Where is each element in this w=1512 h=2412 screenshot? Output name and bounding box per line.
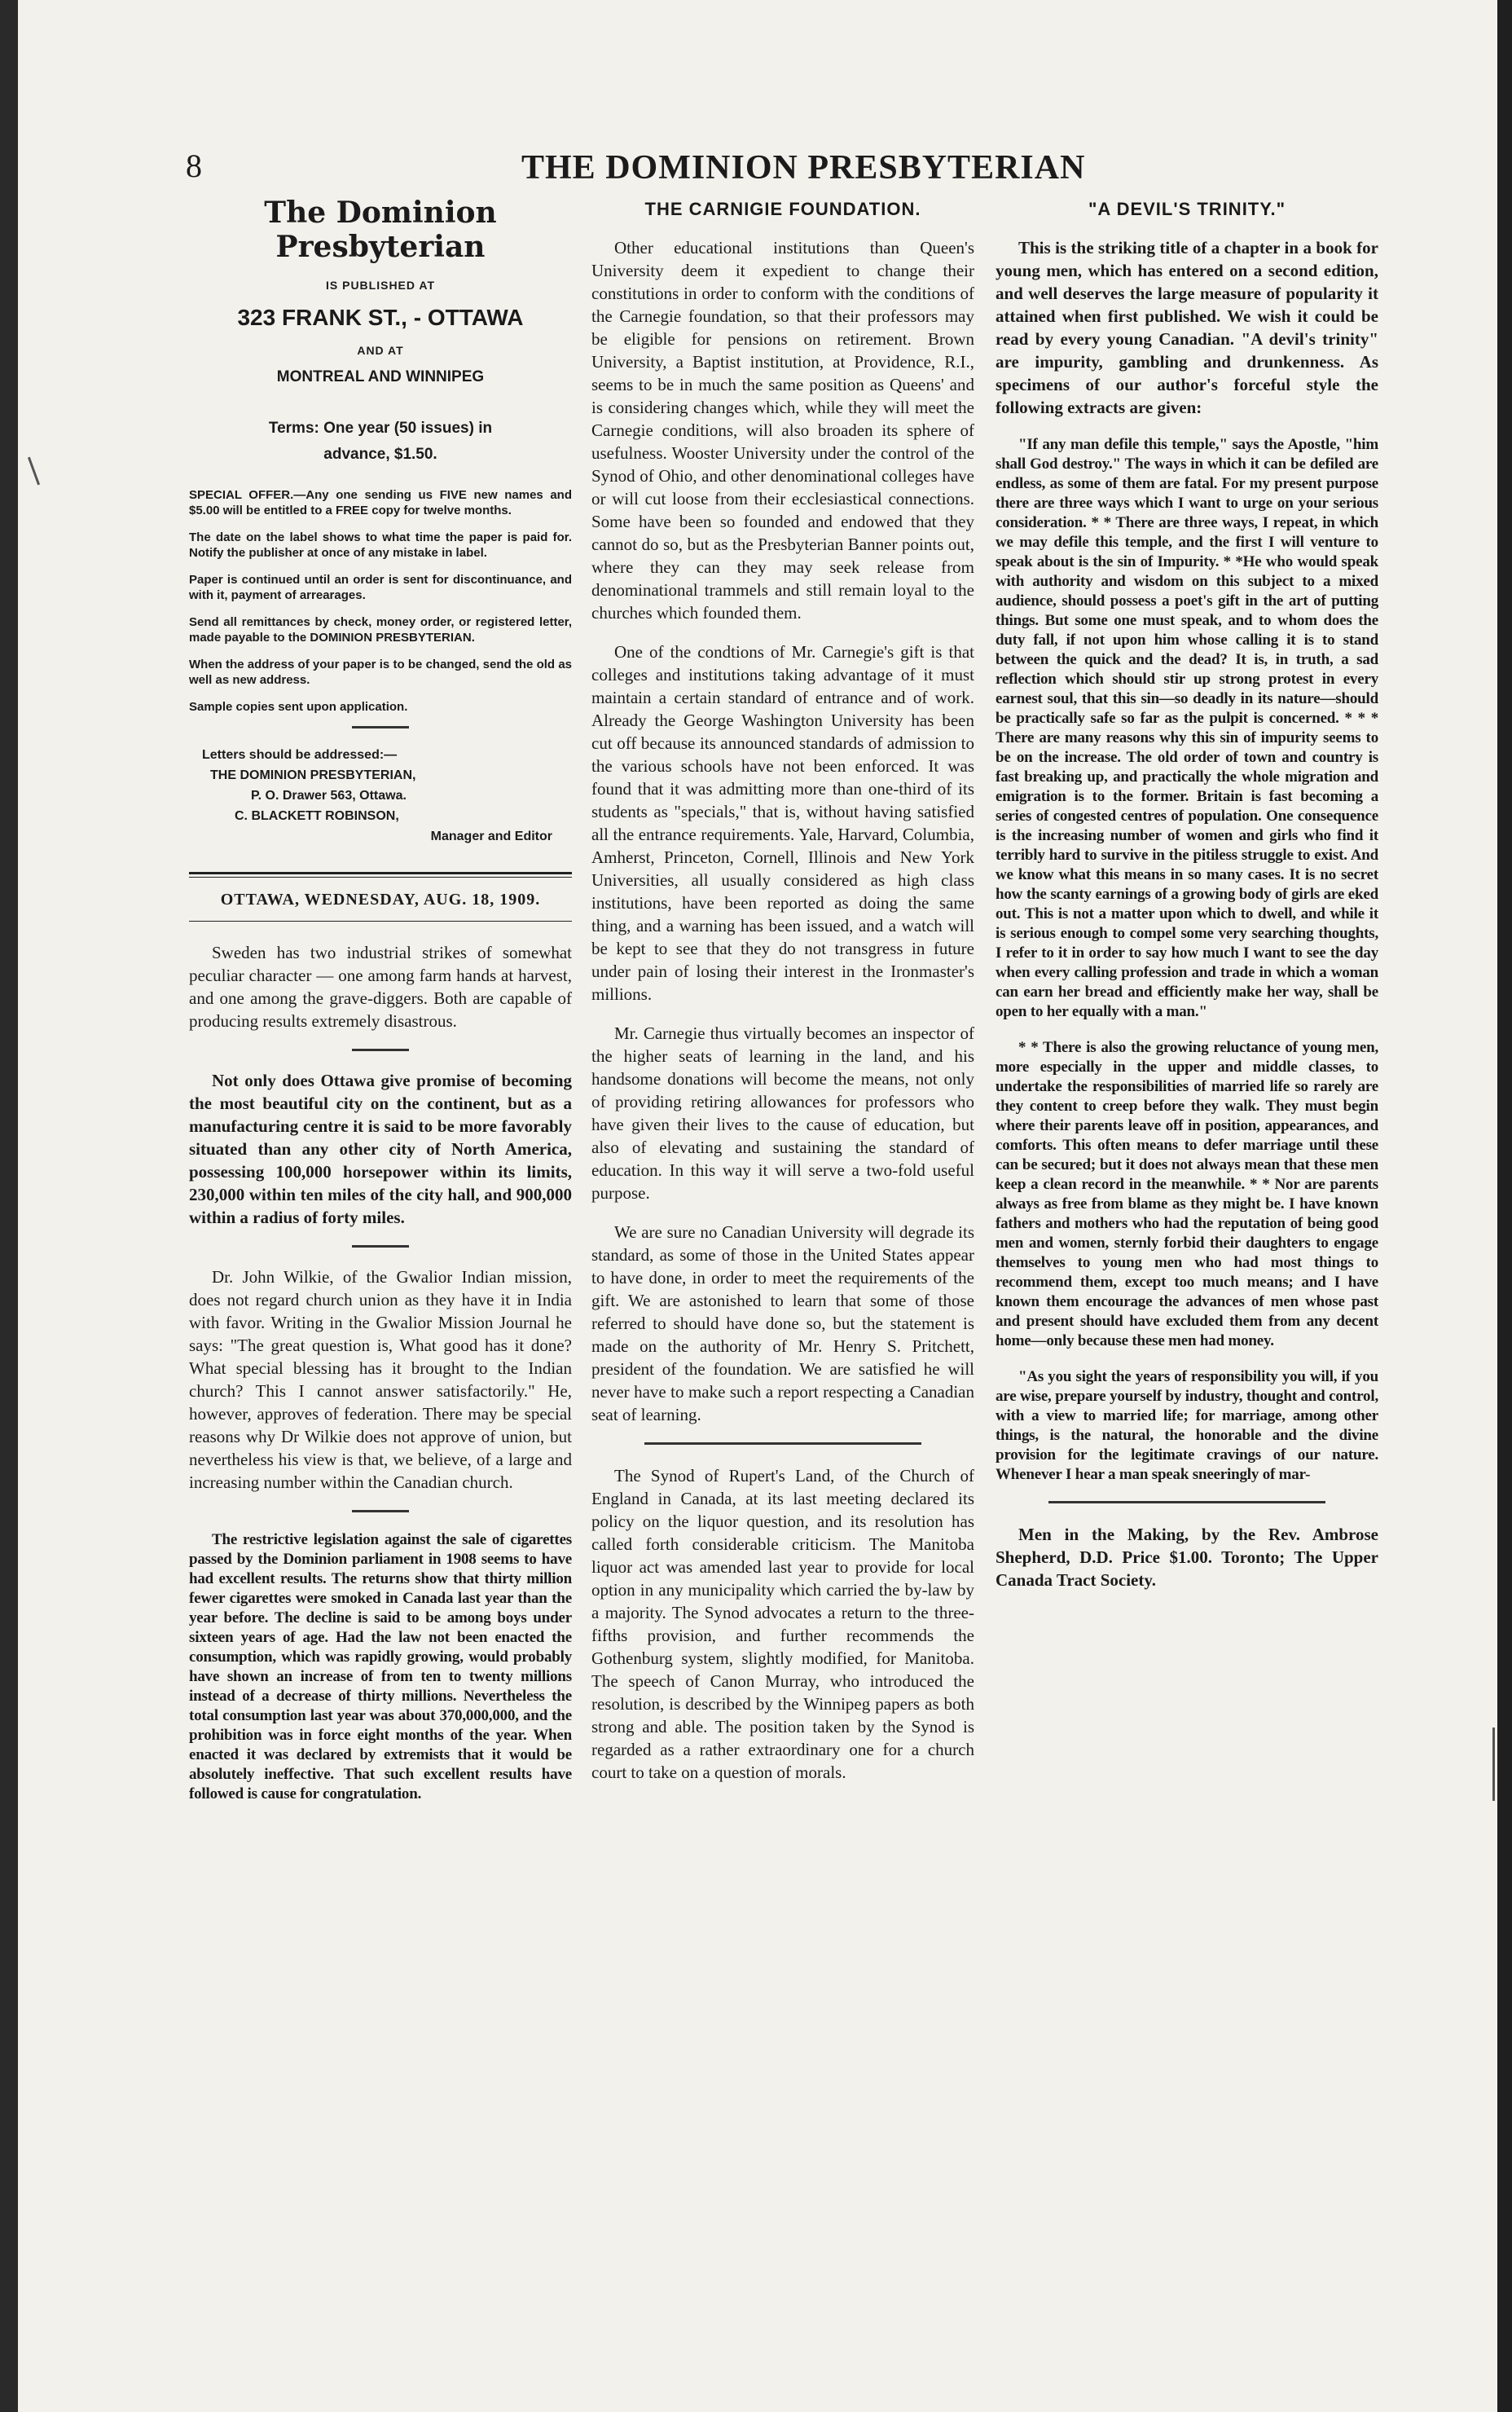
page-number: 8 bbox=[186, 147, 202, 184]
paragraph: Dr. John Wilkie, of the Gwalior Indian mission, does not regard church union as they have it in India with favor. Writing in the Gwalior Mission Journal he says: "The great question is, What good has it done? What special blessing has it brought to the Indian church? This I cannot answer satisfactorily." He, however, approves of federation. There may be special reasons why Dr Wilkie does not approve of union, but nevertheless his view is that, we believe, of a large and increasing number within the Canadian church. bbox=[189, 1267, 572, 1492]
notice: SPECIAL OFFER.—Any one sending us FIVE new names and $5.00 will be entitled to a FREE copy for twelve months. bbox=[189, 488, 572, 517]
divider bbox=[189, 872, 572, 878]
divider bbox=[189, 921, 572, 922]
masthead-title: The Dominion Presbyterian bbox=[264, 196, 497, 264]
letters-line: THE DOMINION PRESBYTERIAN, bbox=[210, 768, 416, 782]
paragraph: Not only does Ottawa give promise of becoming the most beautiful city on the continent, but as a manufacturing centre it is said to be more favorably situated than any other city of North America, possessing 100,000 horsepower within its limits, 230,000 within ten miles of the city hall, and 900,000 within a radius of forty miles. bbox=[189, 1071, 572, 1227]
paragraph: Mr. Carnegie thus virtually becomes an inspector of the higher seats of learning in the land, and his handsome donations will become the means, not only of providing retiring allowances for professors who have given their lives to the cause of education, but also of elevating and sustaining the standard of education. In this way it will serve a two-fold useful purpose. bbox=[591, 1023, 974, 1203]
paragraph: Other educational institutions than Queen's University deem it expedient to change their constitutions in order to conform with the conditions of the Carnegie foundation, so that their professors may be eligible for pensions on retirement. Brown University, a Baptist institution, at Providence, R.I., seems to be in much the same position as Queens' and is considering changes which, while they will meet the Carnegie conditions, will also broaden its sphere of usefulness. Wooster University under the control of the Synod of Ohio, and other denominational colleges have or will cut loose from their ecclesiastical connections. Some have been so founded and endowed that they cannot do so, but as the Presbyterian Banner points out, where they can they may seek release from denominational trammels and still remain loyal to the churches which founded them. bbox=[591, 238, 974, 623]
article-title: THE CARNIGIE FOUNDATION. bbox=[644, 199, 921, 219]
paragraph: The Synod of Rupert's Land, of the Church of England in Canada, at its last meeting declared its policy on the liquor question, and its resolution has called forth considerable criticism. The Manitoba liquor act was amended last year to provide for local option in any municipality which carried the by-law by a majority. The Synod advocates a return to the three-fifths provision, and further recommends the Gothenburg system, slightly modified, for Manitoba. The speech of Canon Murray, who introduced the resolution, is described by the Winnipeg papers as both strong and able. The position taken by the Synod is regarded as a rather extraordinary one for a church court to take on a question of morals. bbox=[591, 1466, 974, 1782]
running-head: THE DOMINION PRESBYTERIAN bbox=[521, 149, 1086, 187]
paragraph: "If any man defile this temple," says the Apostle, "him shall God destroy." The ways in which it can be defiled are endless, as some of them are fatal. For my present purpose there are three ways which I want to urge on your serious consideration. * * There are three ways, I repeat, in which we may defile this temple, and the first I will venture to speak about is the sin of Impurity. * *He who would speak with authority and wisdom on this subject to a mixed audience, should possess a poet's gift in the art of putting things. But some one must speak, and to whom does the duty fall, if not upon him whose calling it is to stand between the quick and the dead? It is, in truth, a sad reflection which should stir up strong protest in every earnest soul, that this sin—so deadly in its nature—should be practically safe so far as the pulpit is concerned. * * * There are many reasons why this sin of impurity seems to be on the increase. The old order of town and country is fast breaking up, and practically the whole migration and emigration is to the former. Britain is fast becoming a series of congested centres of population. One consequence is the increasing number of women and girls who find it terribly hard to survive in the pitiless struggle to exist. And we know what this means in so many cases. It is no secret how the scanty earnings of a growing body of girls are eked out. This is not a matter upon which to dwell, and while it is serious enough to compel some very searching thoughts, I refer to it in order to say how much I want to see the day when every calling profession and trade in which a woman can earn her bread and efficiently make her way, shall be open to her equally with a man." bbox=[996, 436, 1378, 1020]
column-3 bbox=[996, 196, 1378, 1608]
divider bbox=[644, 1442, 921, 1445]
notice: When the address of your paper is to be changed, send the old as well as new address. bbox=[189, 658, 572, 687]
masthead-address: 323 FRANK ST., - OTTAWA bbox=[237, 305, 524, 330]
divider bbox=[1048, 1501, 1325, 1503]
terms-line-2: advance, $1.50. bbox=[323, 446, 437, 463]
dateline: OTTAWA, WEDNESDAY, AUG. 18, 1909. bbox=[220, 891, 541, 909]
scan-border-right bbox=[1497, 0, 1512, 2412]
terms-line-1: Terms: One year (50 issues) in bbox=[268, 420, 493, 437]
notice: The date on the label shows to what time the paper is paid for. Notify the publisher at once of any mistake in label. bbox=[189, 530, 572, 560]
paragraph: One of the condtions of Mr. Carnegie's gift is that colleges and institutions taking advantage of it must maintain a certain standard of entrance and of work. Already the George Washington University has been cut off because its announced standards of admission to the various schools have not been enforced. It was found that it was admitting more than one-third of its students as "specials," that is, without having satisfied all the entrance requirements. Yale, Harvard, Columbia, Amherst, Princeton, Cornell, Illinois and New York Universities, all usually considered as high class institutions, have been reported as doing the same thing, and a warning has been issued, and a watch will be kept to see that they do not transgress in future under pain of losing their interest in the Ironmaster's millions. bbox=[591, 642, 974, 1004]
letters-line: C. BLACKETT ROBINSON, bbox=[235, 809, 399, 823]
masthead-cities: MONTREAL AND WINNIPEG bbox=[276, 368, 485, 385]
margin-mark-right bbox=[1492, 1728, 1495, 1801]
scan-border-left bbox=[0, 0, 18, 2412]
paragraph: The restrictive legislation against the sale of cigarettes passed by the Dominion parliament in 1908 seems to have had excellent results. The returns show that thirty million fewer cigarettes were smoked in Canada last year than the year before. The decline is said to be among boys under sixteen years of age. Had the law not been enacted the consumption, which was rapidly growing, would probably have shown an increase of from ten to twenty millions instead of a decrease of thirty millions. Nevertheless the total consumption last year was about 370,000,000, and the prohibition was in force eight months of the year. When enacted it was declared by extremists that it would be absolutely ineffective. That such excellent results have followed is cause for congratulation. bbox=[189, 1531, 572, 1802]
divider bbox=[352, 1245, 409, 1248]
paragraph: This is the striking title of a chapter in a book for young men, which has entered on a second edition, and well deserves the large measure of popularity it attained when first published. We wish it could be read by every young Canadian. "A devil's trinity" are impurity, gambling and drunkenness. As specimens of our author's forceful style the following extracts are given: bbox=[996, 238, 1378, 417]
divider bbox=[352, 726, 409, 728]
article-title: "A DEVIL'S TRINITY." bbox=[1088, 199, 1286, 219]
masthead-and-at: AND AT bbox=[357, 344, 404, 357]
subscription-terms bbox=[189, 416, 572, 468]
letters-address bbox=[202, 746, 572, 846]
letters-heading: Letters should be addressed:— bbox=[202, 748, 398, 762]
paragraph: Sweden has two industrial strikes of somewhat peculiar character — one among farm hands at harvest, and one among the grave-diggers. Both are capable of producing results extremely disastrous. bbox=[189, 943, 572, 1031]
paragraph: We are sure no Canadian University will degrade its standard, as some of those in the United States appear to have done, in order to meet the requirements of the gift. We are astonished to learn that some of those referred to should have done so, but the statement is made on the authority of Mr. Henry S. Pritchett, president of the foundation. We are satisfied he will never have to make such a report respecting a Canadian seat of learning. bbox=[591, 1222, 974, 1424]
column-1 bbox=[189, 196, 572, 1820]
notice: Paper is continued until an order is sent for discontinuance, and with it, payment of arrearages. bbox=[189, 573, 572, 602]
divider bbox=[352, 1510, 409, 1512]
notice: Sample copies sent upon application. bbox=[189, 700, 408, 714]
divider bbox=[352, 1049, 409, 1051]
column-2 bbox=[591, 196, 974, 1800]
notice: Send all remittances by check, money order, or registered letter, made payable to the DOMINION PRESBYTERIAN. bbox=[189, 615, 572, 645]
paragraph: "As you sight the years of responsibility you will, if you are wise, prepare yourself by industry, thought and control, with a view to married life; for marriage, among other things, is the natural, the honorable and the divine provision for the legitimate cravings of our nature. Whenever I hear a man speak sneeringly of mar- bbox=[996, 1368, 1378, 1483]
letters-line: P. O. Drawer 563, Ottawa. bbox=[251, 789, 407, 803]
manager-title: Manager and Editor bbox=[430, 830, 552, 843]
paragraph: * * There is also the growing reluctance of young men, more especially in the upper and middle classes, to undertake the responsibilities of married life so rarely are they content to creep before they walk. They must begin where their parents leave off in position, appearances, and comforts. This often means to defer marriage until these can be secured; but it does not always mean that these men keep a clean record in the meanwhile. * * Nor are parents always as free from blame as they might be. I have known fathers and mothers who had the reputation of being good men and women, sternly forbid their daughters to engage themselves to young men who had most things to recommend them, except too much means; and I have known them encourage the advances of men whose past and present should have excluded them from any decent home—only because these men had money. bbox=[996, 1039, 1378, 1349]
footnote: Men in the Making, by the Rev. Ambrose Shepherd, D.D. Price $1.00. Toronto; The Upper Canada Tract Society. bbox=[996, 1525, 1378, 1590]
masthead-published-at: IS PUBLISHED AT bbox=[325, 279, 435, 292]
margin-mark-left bbox=[28, 457, 40, 486]
